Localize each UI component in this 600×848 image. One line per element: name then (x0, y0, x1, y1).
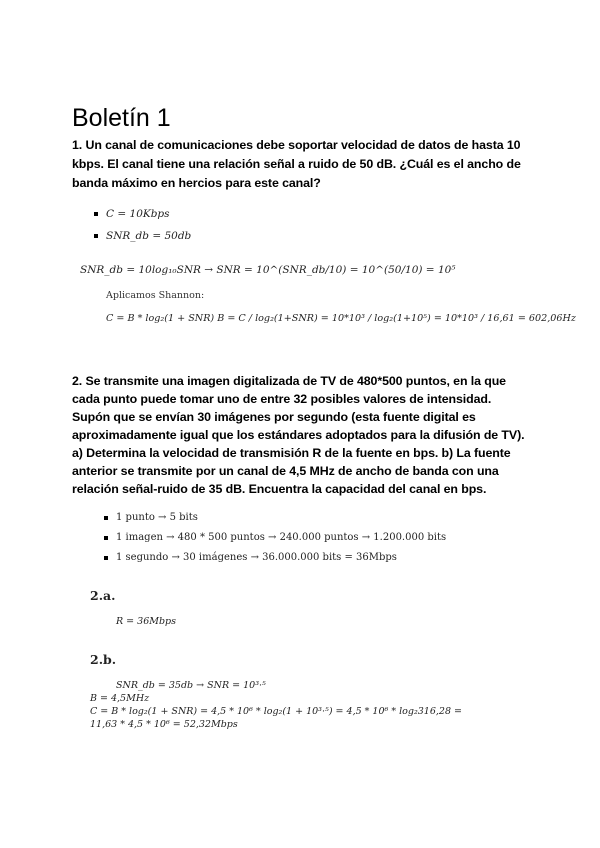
section-2b-line-3: C = B * log₂(1 + SNR) = 4,5 * 10⁶ * log₂(1 + 10³·⁵) = 4,5 * 10⁶ * log₂316,28 = (90, 706, 462, 717)
q1-line-1: 1. Un canal de comunicaciones debe soportar velocidad de datos de hasta 10 (72, 138, 521, 152)
q2-bullet-point (104, 512, 198, 523)
q1-line-2: kbps. El canal tiene una relación señal a ruido de 50 dB. ¿Cuál es el ancho de (72, 157, 521, 171)
section-2b-line-4: 11,63 * 4,5 * 10⁶ = 52,32Mbps (90, 719, 238, 730)
q2-line-6: anterior se transmite por un canal de 4,5 MHz de ancho de banda con una (72, 464, 499, 478)
q2-line-3: Supón que se envían 30 imágenes por segundo (esta fuente digital es (72, 410, 476, 424)
bullet-icon (104, 516, 108, 520)
q1-shannon-label: Aplicamos Shannon: (106, 290, 205, 301)
bullet-icon (104, 556, 108, 560)
bullet-icon (104, 536, 108, 540)
bullet-icon (94, 234, 98, 238)
q1-bullet-capacity (94, 208, 170, 220)
q2-bullet-point-text: 1 punto → 5 bits (116, 512, 198, 523)
section-2b-heading: 2.b. (90, 652, 117, 667)
q1-bullet-snr-text: SNR_db = 50db (106, 230, 192, 242)
q2-bullet-second (104, 552, 397, 563)
q1-line-3: banda máximo en hercios para este canal? (72, 176, 321, 190)
bullet-icon (94, 212, 98, 216)
q1-equation-bandwidth: C = B * log₂(1 + SNR) B = C / log₂(1+SNR) = 10*10³ / log₂(1+10⁵) = 10*10³ / 16,61 = 602,06Hz (106, 313, 576, 324)
page-title: Boletín 1 (72, 104, 171, 132)
q1-bullet-capacity-text: C = 10Kbps (106, 208, 170, 220)
q1-equation-snr: SNR_db = 10log₁₀SNR → SNR = 10^(SNR_db/10) = 10^(50/10) = 10⁵ (80, 264, 456, 276)
section-2b-line-1: SNR_db = 35db → SNR = 10³·⁵ (116, 680, 266, 691)
section-2a-heading: 2.a. (90, 588, 116, 603)
section-2b-line-2: B = 4,5MHz (90, 693, 150, 704)
q2-line-1: 2. Se transmite una imagen digitalizada de TV de 480*500 puntos, en la que (72, 374, 506, 388)
q2-bullet-second-text: 1 segundo → 30 imágenes → 36.000.000 bits = 36Mbps (116, 552, 397, 563)
q2-line-5: a) Determina la velocidad de transmisión R de la fuente en bps. b) La fuente (72, 446, 511, 460)
q2-bullet-image-text: 1 imagen → 480 * 500 puntos → 240.000 puntos → 1.200.000 bits (116, 532, 447, 543)
q2-line-7: relación señal-ruido de 35 dB. Encuentra la capacidad del canal en bps. (72, 482, 487, 496)
q2-bullet-image (104, 532, 446, 543)
q1-bullet-snr (94, 230, 191, 242)
q2-line-4: aproximadamente igual que los estándares adoptados para la difusión de TV). (72, 428, 525, 442)
section-2a-answer: R = 36Mbps (116, 616, 177, 627)
q2-line-2: cada punto puede tomar uno de entre 32 posibles valores de intensidad. (72, 392, 492, 406)
